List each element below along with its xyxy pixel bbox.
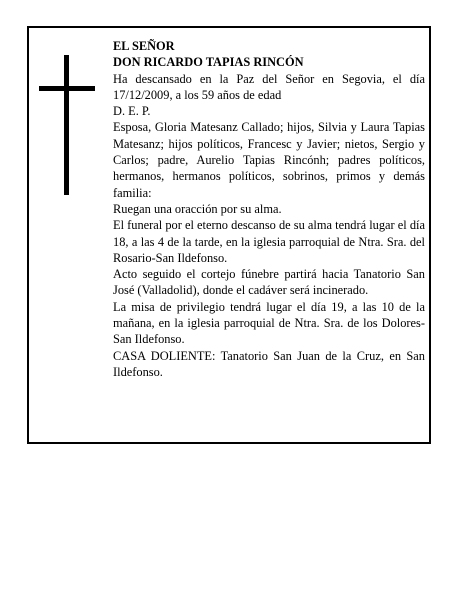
deceased-name: DON RICARDO TAPIAS RINCÓN xyxy=(113,55,304,70)
rest-in-peace: D. E. P. xyxy=(113,104,151,119)
cross-icon-vertical-bar xyxy=(64,55,69,195)
obituary-text xyxy=(113,38,425,380)
family-list: Esposa, Gloria Matesanz Callado; hijos, Silvia y Laura Tapias Matesanz; hijos políticos, Francesc y Javier; nietos, Sergio y Carlos; padre, Aurelio Tapias Rincónh; padres políticos, hermanos, hermanos políticos, sobrinos, primos y demás familia: xyxy=(113,120,425,200)
mass-details: La misa de privilegio tendrá lugar el día 19, a las 10 de la mañana, en la iglesia parroquial de Ntra. Sra. de los Dolores-San Ildefonso. xyxy=(113,299,425,347)
cross-icon-horizontal-bar xyxy=(39,86,95,91)
cortege-details: Acto seguido el cortejo fúnebre partirá hacia Tanatorio San José (Valladolid), donde el cadáver será incinerado. xyxy=(113,267,425,298)
prayer-request: Ruegan una oracción por su alma. xyxy=(113,201,282,216)
notice-title: EL SEÑOR xyxy=(113,39,175,53)
death-announcement: Ha descansado en la Paz del Señor en Segovia, el día 17/12/2009, a los 59 años de edad xyxy=(113,71,425,102)
funeral-details: El funeral por el eterno descanso de su alma tendrá lugar el día 18, a las 4 de la tarde, en la iglesia parroquial de Ntra. Sra. del Rosario-San Ildefonso. xyxy=(113,218,425,265)
mourning-house: CASA DOLIENTE: Tanatorio San Juan de la Cruz, en San Ildefonso. xyxy=(113,348,425,379)
